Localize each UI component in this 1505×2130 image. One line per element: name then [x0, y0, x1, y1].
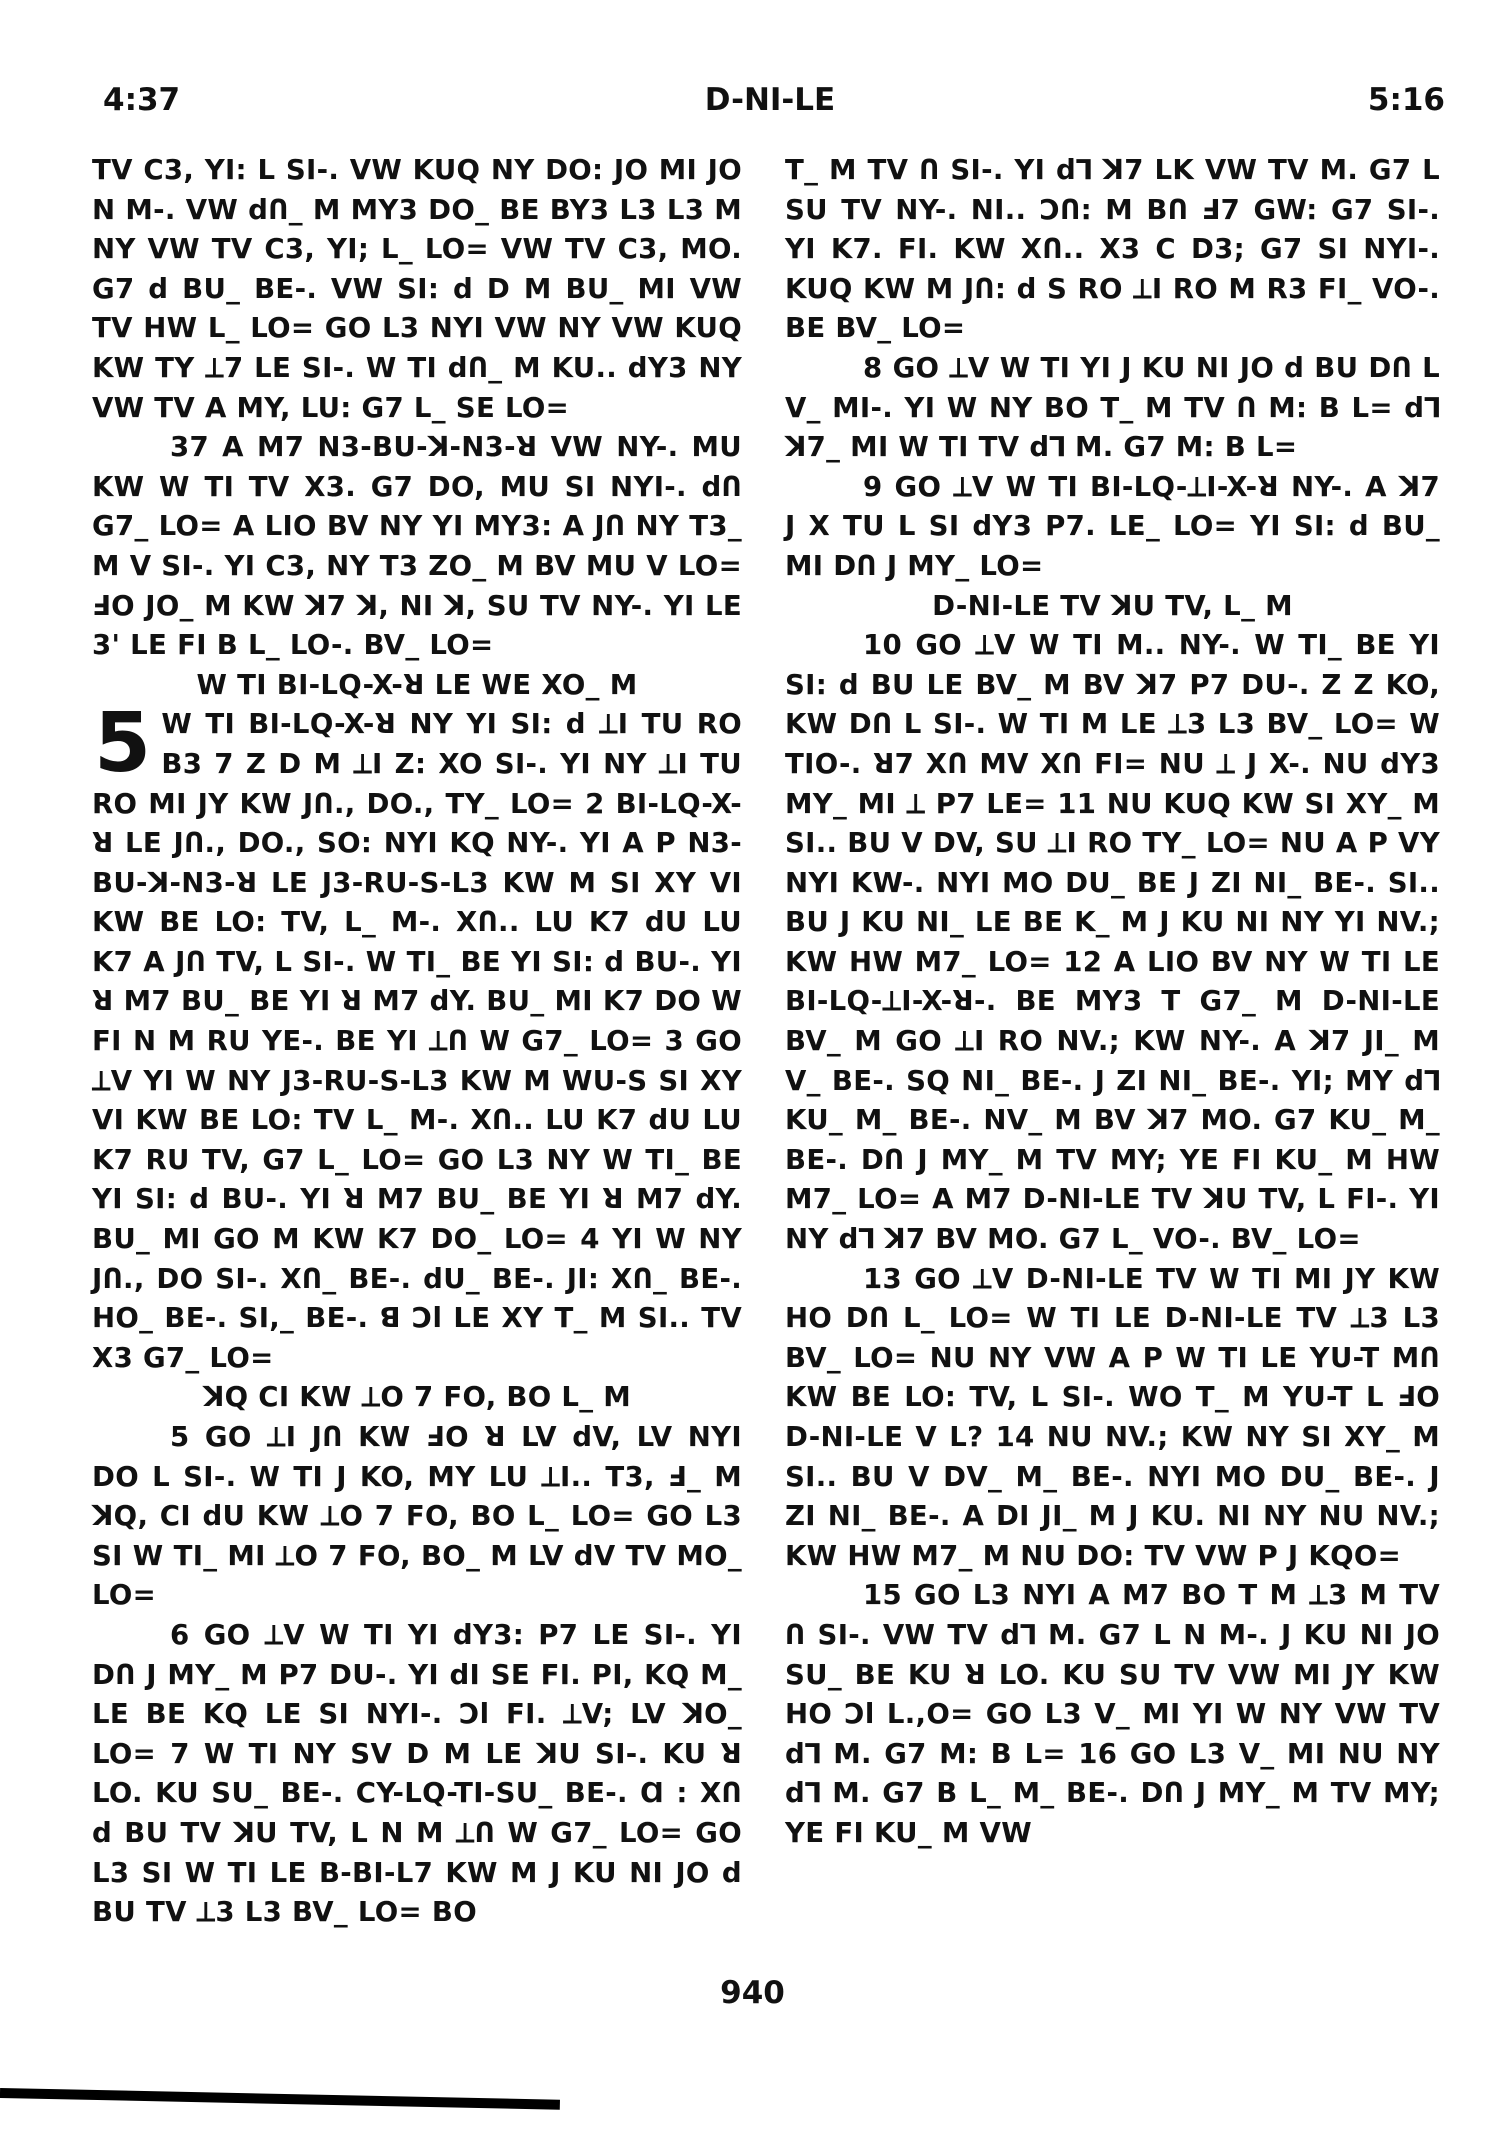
paragraph [92, 696, 742, 1377]
verse-number: 4 [580, 1222, 600, 1256]
verse-text: GO ⟂V W TI YI J KU NI JO d BU DՈ L V_ MI-. YI W NY BO T_ M TV Ո M: B L= dꓶ ꓘ7_ MI W TI TV dꓶ M. G7 M: B L= [785, 350, 1440, 464]
verse-text: GO ⟂V W TI BI-LQ-⟂I-X-ꓤ NY-. A ꓘ7 J X TU L SI dY3 P7. LE_ LO= YI SI: d BU_ MI DՈ J MY_ LO= [785, 469, 1440, 582]
header-right-reference: 5:16 [1367, 82, 1445, 118]
verse-text: A M7 N3-BU-ꓘ-N3-ꓤ VW NY-. MU KW W TI TV X3. G7 DO, MU SI NYI-. dՈ G7_ LO= A LIO BV NY YI MY3: A JՈ NY T3_ M V SI-. YI C3, NY T3 ZO_ M BV MU V LO= ꓞO JO_ M KW ꓘ7 ꓘ, NI ꓘ, SU TV NY-. YI LE 3' LE FI B L_ LO-. BV_ LO= [92, 430, 742, 662]
verse-number: 3 [664, 1024, 685, 1058]
verse-number: 5 [170, 1420, 190, 1453]
verse-number: 8 [863, 350, 883, 384]
paragraph [785, 1259, 1440, 1576]
verse-number: 16 [1078, 1736, 1118, 1770]
verse-number: 11 [1057, 786, 1097, 820]
verse-number: 10 [863, 628, 902, 662]
page-number: 940 [720, 1975, 785, 2011]
scan-edge-shadow [0, 2088, 560, 2110]
header-book-title: D-NI-LE [704, 82, 836, 118]
section-heading: D-NI-LE TV ꓘU TV, L_ M [932, 588, 1293, 622]
paragraph [785, 1575, 1440, 1852]
verse-text: BI-LQ-X-ꓤ LE JՈ., DO., SO: NYI KQ NY-. YI A P N3-BU-ꓘ-N3-ꓤ LE J3-RU-S-L3 KW M SI XY VI KW BE LO: TV, L_ M-. XՈ.. LU K7 dU LU K7 A JՈ TV, L SI-. W TI_ BE YI SI: d BU-. YI ꓤ M7 BU_ BE YI ꓤ M7 dY. BU_ MI K7 DO W FI N M RU YE-. BE YI ⟂Ո W G7_ LO= [92, 786, 742, 1058]
page-bottom-margin [0, 2110, 1505, 2130]
paragraph [785, 625, 1440, 1259]
verse-text: GO ⟂V W TI M.. NY-. W TI_ BE YI SI: d BU LE BV_ M BV ꓘ7 P7 DU-. Z Z KO, KW DՈ L SI-. W TI M LE ⟂3 L3 BV_ LO= W TIO-. ꓤ7 XՈ MV XՈ FI= NU ⟂ J X-. NU dY3 MY_ MI ⟂ P7 LE= [785, 628, 1440, 820]
verse-text: GO ⟂V D-NI-LE TV W TI MI JY KW HO DՈ L_ LO= W TI LE D-NI-LE TV ⟂3 L3 BV_ LO= NU NY VW A P W TI LE YU-T MՈ KW BE LO: TV, L SI-. WO T_ M YU-T L ꓞO D-NI-LE V L? [785, 1261, 1440, 1453]
verse-text: GO ⟂I JՈ KW ꓞO ꓤ LV dV, LV NYI DO L SI-. W TI J KO, MY LU ⟂I.. T3, ꓞ_ M ꓘQ, CI dU KW ⟂O 7 FO, BO L_ LO= GO L3 SI W TI_ MI ⟂O 7 FO, BO_ M LV dV TV MO_ LO= [92, 1420, 742, 1612]
verse-text: W TI NY SV D M LE ꓘU SI-. KU ꓤ LO. KU SU_ BE-. CY-LQ-TI-SU_ BE-. Ɑ : XՈ d BU TV ꓘU TV, L N M ⟂Ո W G7_ LO= GO L3 SI W TI LE B-BI-L7 KW M J KU NI JO d BU TV ⟂3 L3 BV_ LO= BO [92, 1736, 742, 1929]
verse-number: 37 [170, 430, 209, 464]
verse-text: GO L3 V_ MI NU NY dꓶ M. G7 B L_ M_ BE-. DՈ J MY_ M TV MY; YE FI KU_ M VW [785, 1736, 1440, 1849]
right-column [785, 150, 1440, 1853]
page-header [95, 82, 1445, 126]
verse-text: YI W NY JՈ., DO SI-. XՈ_ BE-. dU_ BE-. JI: XՈ_ BE-. HO_ BE-. SI,_ BE-. ꓭ Ɔl LE XY T_ M SI.. TV X3 G7_ LO= [92, 1222, 742, 1374]
verse-number: 13 [863, 1261, 902, 1295]
paragraph: TV C3, YI: L SI-. VW KUQ NY DO: JO MI JO N M-. VW dՈ_ M MY3 DO_ BE BY3 L3 L3 M NY VW TV C3, YI; L_ LO= VW TV C3, MO. G7 d BU_ BE-. VW SI: d D M BU_ MI VW TV HW L_ LO= GO L3 NYI VW NY VW KUQ KW TY ⟂7 LE SI-. W TI dՈ_ M KU.. dY3 NY VW TV A MY, LU: G7 L_ SE LO= [92, 153, 742, 424]
verse-number: 14 [995, 1420, 1035, 1453]
paragraph: T_ M TV Ո SI-. YI dꓶ ꓘ7 LK VW TV M. G7 L SU TV NY-. NI.. ƆՈ: M BՈ ꓞ7 GW: G7 SI-. YI K7. FI. KW XՈ.. X3 C D3; G7 SI NYI-. KUQ KW M JՈ: d S RO ⟂I RO M R3 FI_ VO-. BE BV_ LO= [785, 153, 1440, 345]
verse-number: 15 [863, 1578, 902, 1612]
verse-text: GO L3 NYI A M7 BO T M ⟂3 M TV Ո SI-. VW TV dꓶ M. G7 L N M-. J KU NI JO SU_ BE KU ꓤ LO. KU SU TV VW MI JY KW HO Ɔl L.,O= GO L3 V_ MI YI W NY VW TV dꓶ M. G7 M: B L= [785, 1578, 1440, 1770]
verse-text: A LIO BV NY W TI LE BI-LQ-⟂I-X-ꓤ-. BE MY3 T G7_ M D-NI-LE BV_ M GO ⟂I RO NV.; KW NY-. A ꓘ7 JI_ M V_ BE-. SQ NI_ BE-. J ZI NI_ BE-. YI; MY dꓶ KU_ M_ BE-. NV_ M BV ꓘ7 MO. G7 KU_ M_ BE-. DՈ J MY_ M TV MY; YE FI KU_ M HW M7_ LO= A M7 D-NI-LE TV ꓘU TV, L FI-. YI NY dꓶ ꓘ7 BV MO. G7 L_ VO-. BV_ LO= [785, 944, 1440, 1256]
chapter-number: 5 [94, 696, 152, 792]
verse-number: 6 [170, 1617, 190, 1651]
verse-number: 12 [1063, 944, 1103, 978]
paragraph [785, 348, 1440, 467]
verse-text: W TI BI-LQ-X-ꓤ NY YI SI: d ⟂I TU RO B3 7 Z D M ⟂I Z: XO SI-. YI NY ⟂I TU RO MI JY KW JՈ., DO., TY_ LO= [92, 707, 742, 820]
verse-text: GO ⟂V W TI YI dY3: P7 LE SI-. YI DՈ J MY_ M P7 DU-. YI dI SE FI. PI, KQ M_ LE BE KQ LE SI NYI-. Ɔl FI. ⟂V; LV ꓘO_ LO= [92, 1617, 742, 1770]
verse-text: NU NV.; KW NY SI XY_ M SI.. BU V DV_ M_ BE-. NYI MO DU_ BE-. J ZI NI_ BE-. A DI JI_ M J KU. NI NY NU NV.; KW HW M7_ M NU DO: TV VW P J KQO= [785, 1420, 1440, 1572]
paragraph [92, 1417, 742, 1615]
left-column [92, 150, 742, 1932]
section-heading: W TI BI-LQ-X-ꓤ LE WE XO_ M [196, 667, 638, 701]
verse-text: GO ⟂V YI W NY J3-RU-S-L3 KW M WU-S SI XY VI KW BE LO: TV L_ M-. XՈ.. LU K7 dU LU K7 RU TV, G7 L_ LO= GO L3 NY W TI_ BE YI SI: d BU-. YI ꓤ M7 BU_ BE YI ꓤ M7 dY. BU_ MI GO M KW K7 DO_ LO= [92, 1024, 742, 1256]
verse-text: NU KUQ KW SI XY_ M SI.. BU V DV, SU ⟂I RO TY_ LO= NU A P VY NYI KW-. NYI MO DU_ BE J ZI NI_ BE-. SI.. BU J KU NI_ LE BE K_ M J KU NI NY YI NV.; KW HW M7_ LO= [785, 786, 1440, 978]
section-heading: ꓘQ CI KW ⟂O 7 FO, BO L_ M [202, 1380, 632, 1414]
verse-number: 7 [170, 1736, 190, 1770]
paragraph [92, 427, 742, 665]
verse-number: 2 [585, 786, 605, 820]
header-left-reference: 4:37 [103, 82, 181, 118]
verse-number: 9 [863, 469, 883, 503]
paragraph [92, 1615, 742, 1932]
paragraph [785, 467, 1440, 586]
